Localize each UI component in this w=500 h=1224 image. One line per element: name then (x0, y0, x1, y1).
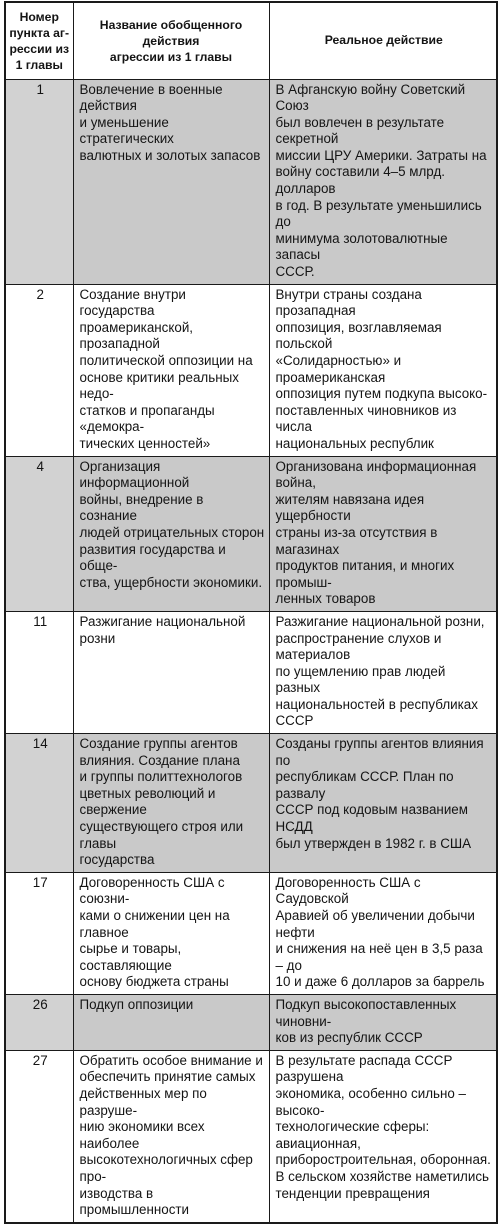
header-number: Номер пункта аг- рессии из 1 главы (5, 2, 73, 79)
row-action-name: Организация информационной войны, внедрение в сознание людей отрицательных сторон развития государства и обще- ства, ущербности экономики. (73, 456, 269, 611)
row-action-name: Подкуп оппозиции (73, 994, 269, 1050)
row-number: 17 (5, 872, 73, 994)
row-real-action: Разжигание национальной розни, распространение слухов и материалов по ущемлению прав людей разных национальностей в республиках СССР (269, 611, 497, 733)
row-real-action: В результате распада СССР разрушена экономика, особенно сильно – высоко- технологические сферы: авиационная, приборостроительная, оборонная. В сельском хозяйстве наметились тенденции превращения (269, 1050, 497, 1222)
table-row (5, 1050, 497, 1222)
table-row (5, 611, 497, 733)
comparison-table (4, 1, 498, 1224)
table-row (5, 284, 497, 456)
header-action-name: Название обобщенного действия агрессии из 1 главы (73, 2, 269, 79)
row-real-action: Созданы группы агентов влияния по республикам СССР. План по развалу СССР под кодовым названием НСДД был утвержден в 1982 г. в США (269, 734, 497, 873)
row-number: 11 (5, 611, 73, 733)
row-number: 14 (5, 734, 73, 873)
row-real-action: Внутри страны создана прозападная оппозиция, возглавляемая польской «Солидарностью» и проамериканская оппозиция путем подкупа высоко- поставленных чиновников из числа национальных республик (269, 284, 497, 456)
row-action-name: Договоренность США с союзни- ками о снижении цен на главное сырье и товары, составляющие основу бюджета страны (73, 872, 269, 994)
row-number: 26 (5, 994, 73, 1050)
row-number: 4 (5, 456, 73, 611)
table-body (5, 79, 497, 1223)
row-real-action: Подкуп высокопоставленных чиновни- ков из республик СССР (269, 994, 497, 1050)
row-number: 2 (5, 284, 73, 456)
table-row (5, 79, 497, 284)
table-row (5, 994, 497, 1050)
row-real-action: Договоренность США с Саудовской Аравией об увеличении добычи нефти и снижения на неё цен в 3,5 раза – до 10 и даже 6 долларов за баррель (269, 872, 497, 994)
row-action-name: Вовлечение в военные действия и уменьшение стратегических валютных и золотых запасов (73, 79, 269, 284)
header-row (5, 2, 497, 79)
header-real-action: Реальное действие (269, 2, 497, 79)
row-number: 27 (5, 1050, 73, 1222)
row-action-name: Обратить особое внимание и обеспечить принятие самых действенных мер по разруше- нию экономики всех наиболее высокотехнологичных сфер про- изводства в промышленности (73, 1050, 269, 1222)
row-action-name: Разжигание национальной розни (73, 611, 269, 733)
table-row (5, 734, 497, 873)
row-real-action: В Афганскую войну Советский Союз был вовлечен в результате секретной миссии ЦРУ Америки. Затраты на войну составили 4–5 млрд. долларов в год. В результате уменьшились до минимума золотовалютные запасы СССР. (269, 79, 497, 284)
row-action-name: Создание внутри государства проамериканской, прозападной политической оппозиции на основе критики реальных недо- статков и пропаганды «демокра- тических ценностей» (73, 284, 269, 456)
row-action-name: Создание группы агентов влияния. Создание плана и группы политтехнологов цветных революций и свержение существующего строя или главы государства (73, 734, 269, 873)
table-row (5, 456, 497, 611)
row-real-action: Организована информационная война, жителям навязана идея ущербности страны из-за отсутствия в магазинах продуктов питания, и многих промыш- ленных товаров (269, 456, 497, 611)
table-row (5, 872, 497, 994)
row-number: 1 (5, 79, 73, 284)
table-header (5, 2, 497, 79)
